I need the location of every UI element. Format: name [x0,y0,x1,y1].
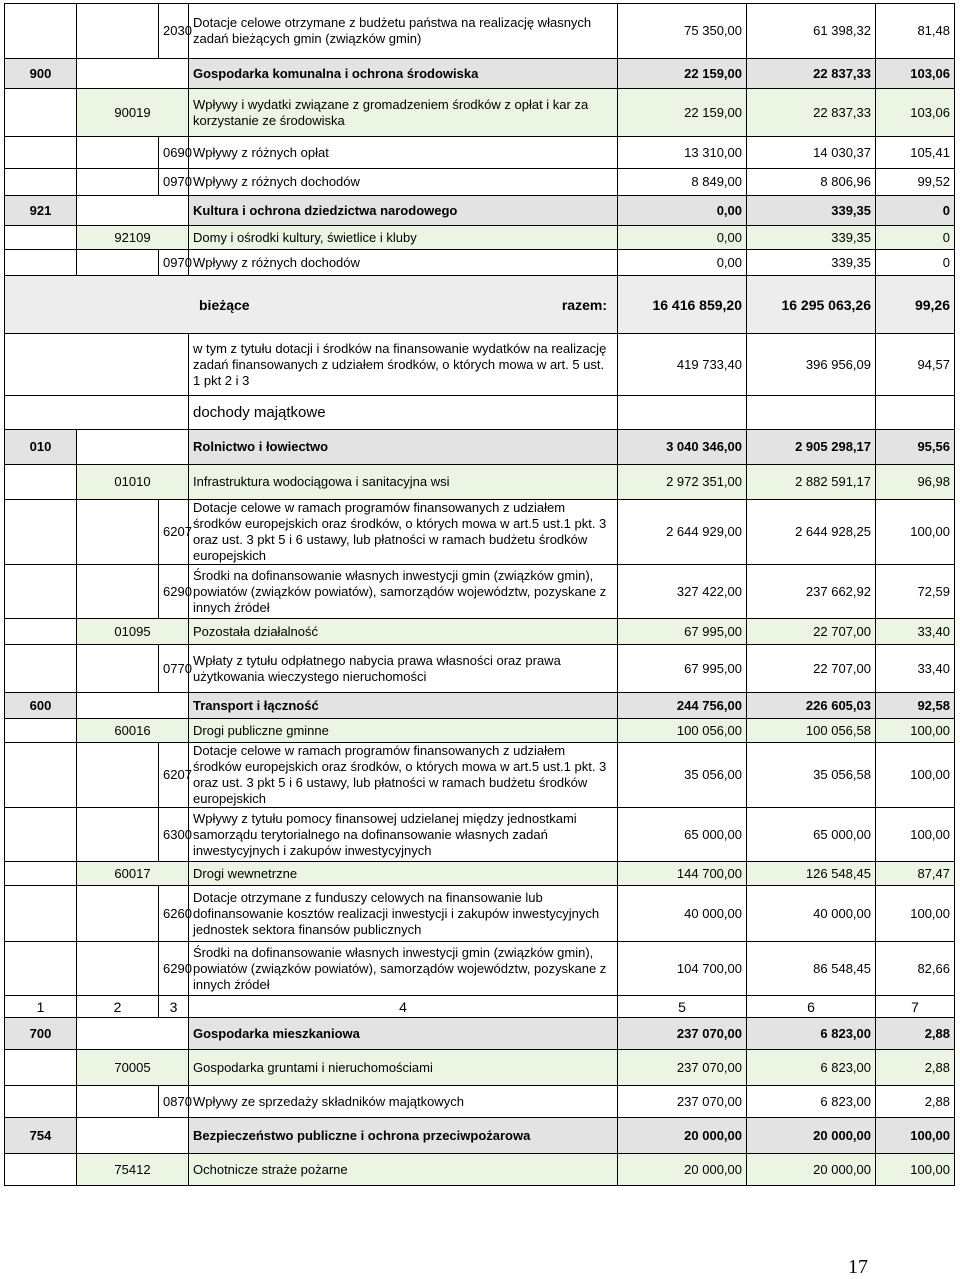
percent-value: 72,59 [876,565,955,619]
plan-value: 244 756,00 [618,693,747,719]
plan-value: 0,00 [618,250,747,276]
empty-cell [77,1086,159,1118]
plan-value: 65 000,00 [618,808,747,862]
item-name: Rolnictwo i łowiectwo [189,430,618,465]
paragraf-row [5,250,955,276]
percent-value: 99,52 [876,169,955,196]
empty-cell [77,808,159,862]
empty-cell [5,1154,77,1186]
percent-value: 2,88 [876,1086,955,1118]
empty-cell [77,886,159,942]
rozdzial-row [5,1050,955,1086]
executed-value: 2 882 591,17 [747,465,876,500]
plan-value: 22 159,00 [618,89,747,137]
item-name: Wpływy i wydatki związane z gromadzeniem środków z opłat i kar za korzystanie ze środowiska [189,89,618,137]
dzial-code: 900 [5,59,77,89]
razem-label: razem: [561,296,607,313]
plan-value: 20 000,00 [618,1118,747,1154]
paragraf-code: 6207 [159,743,189,808]
paragraf-row [5,4,955,59]
paragraf-code: 6290 [159,565,189,619]
percent-value: 0 [876,226,955,250]
empty-cell [5,137,77,169]
paragraf-code: 0970 [159,250,189,276]
percent-value: 92,58 [876,693,955,719]
empty-cell [876,396,955,430]
column-number: 3 [159,996,189,1018]
plan-value: 144 700,00 [618,862,747,886]
rozdzial-code: 90019 [77,89,189,137]
executed-value: 339,35 [747,226,876,250]
rozdzial-row [5,719,955,743]
percent-value: 100,00 [876,886,955,942]
biezace-label: bieżące [199,296,250,313]
plan-value: 35 056,00 [618,743,747,808]
paragraf-code: 0870 [159,1086,189,1118]
empty-cell [5,89,77,137]
percent-value: 105,41 [876,137,955,169]
percent-value: 81,48 [876,4,955,59]
item-name: Wpływy z różnych dochodów [189,169,618,196]
percent-value: 2,88 [876,1018,955,1050]
empty-cell [5,565,77,619]
paragraf-code: 0690 [159,137,189,169]
paragraf-code: 6207 [159,500,189,565]
executed-value: 22 707,00 [747,645,876,693]
empty-cell [77,59,189,89]
paragraf-code: 6260 [159,886,189,942]
executed-value: 396 956,09 [747,334,876,396]
empty-cell [77,4,159,59]
empty-cell [5,645,77,693]
item-name: Bezpieczeństwo publiczne i ochrona przeciwpożarowa [189,1118,618,1154]
dzial-row [5,59,955,89]
dzial-code: 921 [5,196,77,226]
dzial-row [5,430,955,465]
executed-value: 237 662,92 [747,565,876,619]
dzial-row [5,1118,955,1154]
page-number: 17 [848,1256,868,1278]
empty-cell [77,196,189,226]
plan-value: 16 416 859,20 [618,276,747,334]
empty-cell [5,862,77,886]
executed-value: 6 823,00 [747,1050,876,1086]
item-name: Środki na dofinansowanie własnych inwestycji gmin (związków gmin), powiatów (związków powiatów), samorządów województw, pozyskane z innych źródeł [189,942,618,996]
column-number: 1 [5,996,77,1018]
empty-cell [747,396,876,430]
executed-value: 226 605,03 [747,693,876,719]
executed-value: 16 295 063,26 [747,276,876,334]
paragraf-row [5,942,955,996]
item-name: Infrastruktura wodociągowa i sanitacyjna wsi [189,465,618,500]
empty-cell [5,250,77,276]
executed-value: 14 030,37 [747,137,876,169]
executed-value: 2 905 298,17 [747,430,876,465]
rozdzial-code: 75412 [77,1154,189,1186]
plan-value: 8 849,00 [618,169,747,196]
executed-value: 22 837,33 [747,89,876,137]
dzial-row [5,693,955,719]
paragraf-row [5,137,955,169]
empty-cell [77,250,159,276]
item-name: Pozostała działalność [189,619,618,645]
empty-cell [5,226,77,250]
empty-cell [77,430,189,465]
plan-value: 327 422,00 [618,565,747,619]
rozdzial-row [5,1154,955,1186]
percent-value: 87,47 [876,862,955,886]
empty-cell [5,465,77,500]
dzial-code: 600 [5,693,77,719]
percent-value: 99,26 [876,276,955,334]
empty-cell [5,619,77,645]
rozdzial-row [5,465,955,500]
empty-cell [5,743,77,808]
empty-cell [5,169,77,196]
column-number: 5 [618,996,747,1018]
executed-value: 8 806,96 [747,169,876,196]
executed-value: 61 398,32 [747,4,876,59]
executed-value: 339,35 [747,196,876,226]
rozdzial-code: 01010 [77,465,189,500]
paragraf-code: 6300 [159,808,189,862]
executed-value: 20 000,00 [747,1154,876,1186]
column-number: 4 [189,996,618,1018]
executed-value: 22 837,33 [747,59,876,89]
plan-value: 0,00 [618,196,747,226]
percent-value: 100,00 [876,719,955,743]
item-name: Wpływy z różnych dochodów [189,250,618,276]
paragraf-row [5,808,955,862]
executed-value: 40 000,00 [747,886,876,942]
item-name: Dotacje otrzymane z funduszy celowych na finansowanie lub dofinansowanie kosztów realizacji inwestycji i zakupów inwestycyjnych jednostek sektora finansów publicznych [189,886,618,942]
rozdzial-row [5,619,955,645]
executed-value: 339,35 [747,250,876,276]
biezace-total-row [5,276,955,334]
plan-value: 2 972 351,00 [618,465,747,500]
plan-value: 0,00 [618,226,747,250]
empty-cell [77,1018,189,1050]
rozdzial-code: 60017 [77,862,189,886]
rozdzial-row [5,862,955,886]
paragraf-row [5,169,955,196]
paragraf-code: 0770 [159,645,189,693]
empty-cell [5,719,77,743]
executed-value: 86 548,45 [747,942,876,996]
executed-value: 126 548,45 [747,862,876,886]
empty-cell [77,743,159,808]
plan-value: 20 000,00 [618,1154,747,1186]
column-number: 2 [77,996,159,1018]
plan-value: 237 070,00 [618,1050,747,1086]
dzial-row [5,196,955,226]
item-name: Drogi wewnetrzne [189,862,618,886]
empty-cell [77,137,159,169]
paragraf-row [5,645,955,693]
empty-cell [5,1086,77,1118]
empty-cell [5,396,189,430]
paragraf-code: 2030 [159,4,189,59]
plan-value: 100 056,00 [618,719,747,743]
percent-value: 33,40 [876,619,955,645]
rozdzial-row [5,226,955,250]
plan-value: 237 070,00 [618,1086,747,1118]
plan-value: 419 733,40 [618,334,747,396]
rozdzial-code: 70005 [77,1050,189,1086]
paragraf-row [5,565,955,619]
empty-cell [77,693,189,719]
item-name: Ochotnicze straże pożarne [189,1154,618,1186]
majatkowe-heading: dochody majątkowe [189,396,618,430]
plan-value: 2 644 929,00 [618,500,747,565]
majatkowe-heading-row [5,396,955,430]
executed-value: 6 823,00 [747,1018,876,1050]
empty-cell [5,334,189,396]
empty-cell [5,500,77,565]
dzial-code: 700 [5,1018,77,1050]
item-name: Drogi publiczne gminne [189,719,618,743]
paragraf-code: 6290 [159,942,189,996]
column-number: 6 [747,996,876,1018]
paragraf-code: 0970 [159,169,189,196]
plan-value: 22 159,00 [618,59,747,89]
dzial-row [5,1018,955,1050]
item-name: Wpływy ze sprzedaży składników majątkowych [189,1086,618,1118]
percent-value: 100,00 [876,743,955,808]
plan-value: 75 350,00 [618,4,747,59]
executed-value: 20 000,00 [747,1118,876,1154]
item-name: Kultura i ochrona dziedzictwa narodowego [189,196,618,226]
column-numbers-row [5,996,955,1018]
dzial-code: 010 [5,430,77,465]
column-number: 7 [876,996,955,1018]
percent-value: 82,66 [876,942,955,996]
executed-value: 35 056,58 [747,743,876,808]
percent-value: 100,00 [876,808,955,862]
item-name: Wpłaty z tytułu odpłatnego nabycia prawa własności oraz prawa użytkowania wieczystego nieruchomości [189,645,618,693]
percent-value: 94,57 [876,334,955,396]
empty-cell [618,396,747,430]
item-name: Gospodarka gruntami i nieruchomościami [189,1050,618,1086]
percent-value: 100,00 [876,500,955,565]
plan-value: 104 700,00 [618,942,747,996]
item-name: Transport i łączność [189,693,618,719]
percent-value: 100,00 [876,1118,955,1154]
item-name: Środki na dofinansowanie własnych inwestycji gmin (związków gmin), powiatów (związków powiatów), samorządów województw, pozyskane z innych źródeł [189,565,618,619]
item-name: w tym z tytułu dotacji i środków na finansowanie wydatków na realizację zadań finansowanych z udziałem środków, o których mowa w art. 5 ust. 1 pkt 2 i 3 [189,334,618,396]
item-name: Dotacje celowe otrzymane z budżetu państwa na realizację własnych zadań bieżących gmin (związków gmin) [189,4,618,59]
empty-cell [77,645,159,693]
percent-value: 96,98 [876,465,955,500]
item-name: Wpływy z tytułu pomocy finansowej udzielanej między jednostkami samorządu terytorialnego na dofinansowanie własnych zadań inwestycyjnych i zakupów inwestycyjnych [189,808,618,862]
empty-cell [5,808,77,862]
empty-cell [5,1050,77,1086]
percent-value: 103,06 [876,59,955,89]
percent-value: 33,40 [876,645,955,693]
empty-cell [77,500,159,565]
executed-value: 2 644 928,25 [747,500,876,565]
dzial-code: 754 [5,1118,77,1154]
budget-table-body [5,4,955,1186]
empty-cell [77,565,159,619]
plan-value: 67 995,00 [618,619,747,645]
empty-cell [77,169,159,196]
paragraf-row [5,1086,955,1118]
percent-value: 0 [876,196,955,226]
percent-value: 100,00 [876,1154,955,1186]
rozdzial-code: 01095 [77,619,189,645]
percent-value: 95,56 [876,430,955,465]
item-name: Dotacje celowe w ramach programów finansowanych z udziałem środków europejskich oraz środków, o których mowa w art.5 ust.1 pkt. 3 oraz ust. 3 pkt 5 i 6 ustawy, lub płatności w ramach budżetu środków europejskich [189,500,618,565]
item-name: Wpływy z różnych opłat [189,137,618,169]
empty-cell [77,1118,189,1154]
rozdzial-code: 92109 [77,226,189,250]
empty-cell [77,942,159,996]
item-name: Gospodarka komunalna i ochrona środowiska [189,59,618,89]
executed-value: 100 056,58 [747,719,876,743]
plan-value: 237 070,00 [618,1018,747,1050]
percent-value: 2,88 [876,1050,955,1086]
empty-cell [5,886,77,942]
paragraf-row [5,886,955,942]
item-name: Dotacje celowe w ramach programów finansowanych z udziałem środków europejskich oraz środków, o których mowa w art.5 ust.1 pkt. 3 oraz ust. 3 pkt 5 i 6 ustawy, lub płatności w ramach budżetu środków europejskich [189,743,618,808]
w-tym-row [5,334,955,396]
plan-value: 3 040 346,00 [618,430,747,465]
paragraf-row [5,743,955,808]
item-name: Gospodarka mieszkaniowa [189,1018,618,1050]
biezace-label-cell [5,276,618,334]
percent-value: 103,06 [876,89,955,137]
empty-cell [5,942,77,996]
plan-value: 40 000,00 [618,886,747,942]
percent-value: 0 [876,250,955,276]
item-name: Domy i ośrodki kultury, świetlice i kluby [189,226,618,250]
executed-value: 22 707,00 [747,619,876,645]
executed-value: 6 823,00 [747,1086,876,1118]
plan-value: 13 310,00 [618,137,747,169]
paragraf-row [5,500,955,565]
rozdzial-row [5,89,955,137]
rozdzial-code: 60016 [77,719,189,743]
executed-value: 65 000,00 [747,808,876,862]
empty-cell [5,4,77,59]
budget-table [4,3,955,1186]
plan-value: 67 995,00 [618,645,747,693]
